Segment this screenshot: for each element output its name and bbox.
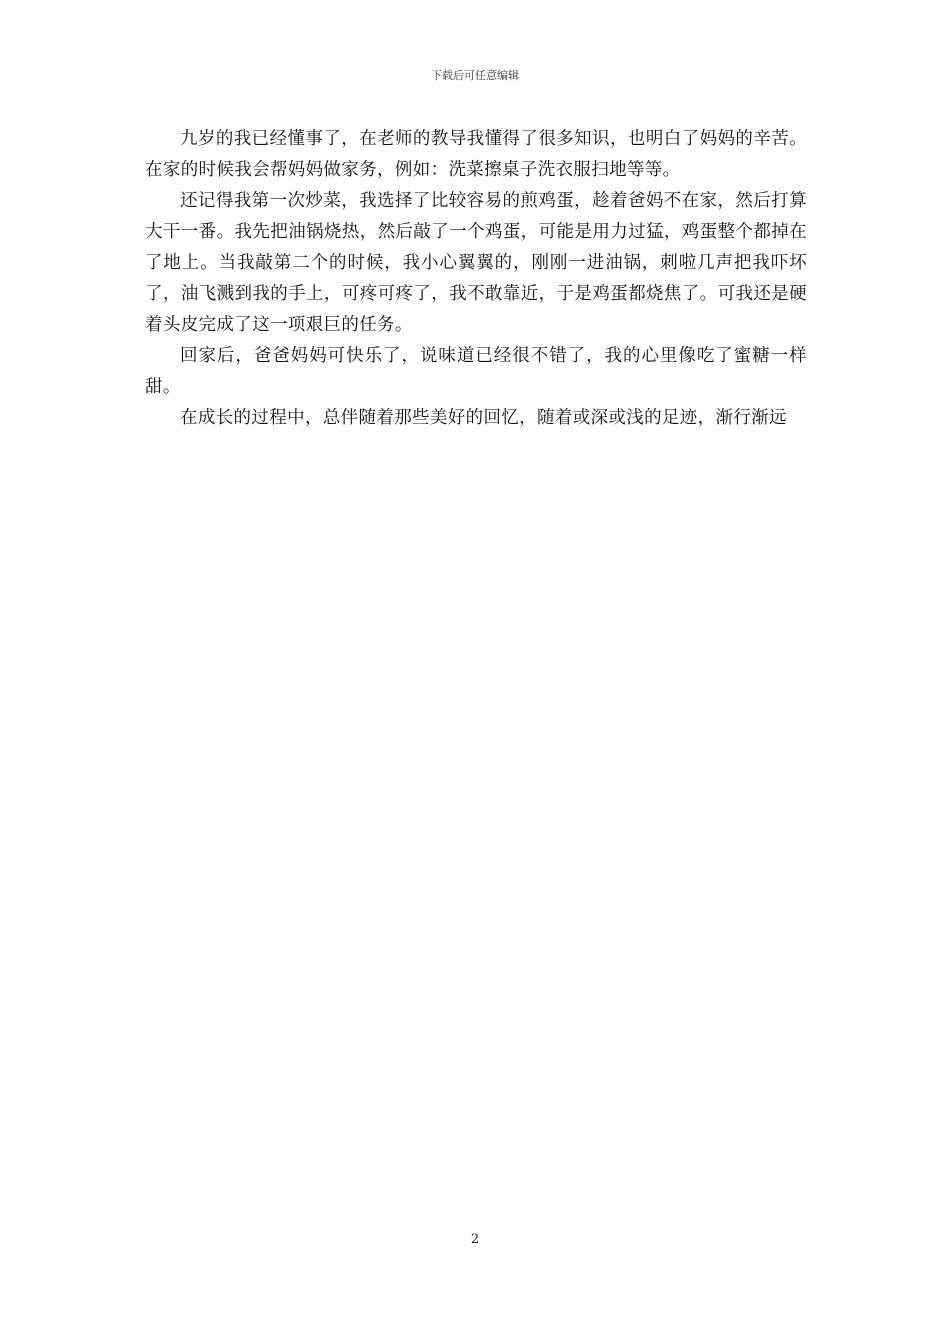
page-header: 下载后可任意编辑: [431, 69, 519, 82]
paragraph-4: 在成长的过程中，总伴随着那些美好的回忆，随着或深或浅的足迹，渐行渐远: [180, 408, 787, 428]
page-number: 2: [470, 1232, 480, 1247]
paragraph-2: 还记得我第一次炒菜，我选择了比较容易的煎鸡蛋，趁着爸妈不在家，然后打算大干一番。我先把油锅烧热，然后敲了一个鸡蛋，可能是用力过猛，鸡蛋整个都掉在了地上。当我敲第二个的时候，我小心翼翼的，刚刚一进油锅，刺啦几声把我吓坏了，油飞溅到我的手上，可疼可疼了，我不敢靠近，于是鸡蛋都烧焦了。可我还是硬着头皮完成了这一项艰巨的任务。: [145, 191, 807, 335]
document-body: [145, 124, 807, 434]
paragraph-3: 回家后，爸爸妈妈可快乐了，说味道已经很不错了，我的心里像吃了蜜糖一样甜。: [145, 346, 807, 397]
paragraph-1: 九岁的我已经懂事了，在老师的教导我懂得了很多知识，也明白了妈妈的辛苦。在家的时候我会帮妈妈做家务，例如：洗菜擦桌子洗衣服扫地等等。: [145, 129, 807, 180]
